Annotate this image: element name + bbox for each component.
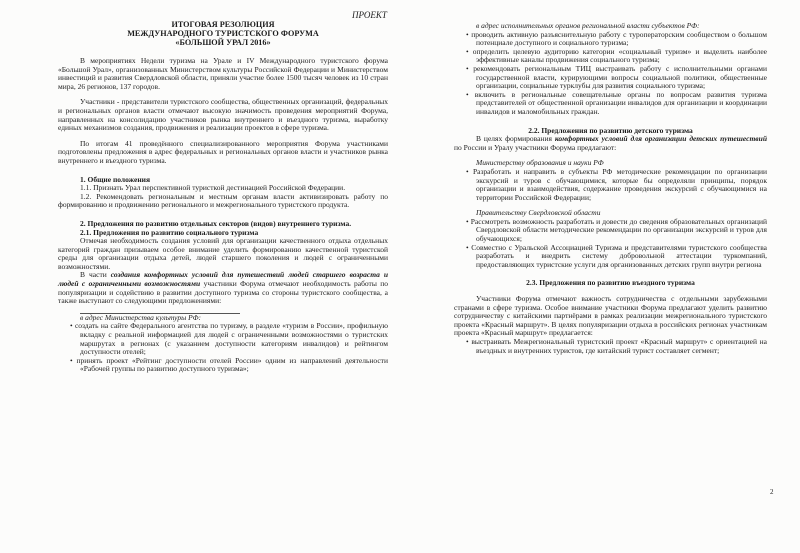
- list-item: • выстраивать Межрегиональный туристский проект «Красный маршрут» с ориентацией на въездных и внутренних туристов, где китайский турист составляет сегмент;: [466, 337, 767, 355]
- title-line-1: ИТОГОВАЯ РЕЗОЛЮЦИЯ: [171, 20, 275, 29]
- list-item: • Рассмотреть возможность разработать и довести до сведения образовательных организаций Свердловской области методические рекомендации по организации экскурсий и туров для обучающихся;: [466, 216, 767, 244]
- section-2-3-heading: 2.3. Предложения по развитию въездного туризма: [526, 278, 695, 288]
- para-emphasis: создания комфортных условий для путешествий людей старшего возраста и людей с ограниченными возможностями: [58, 270, 389, 289]
- list-item: • проводить активную разъяснительную работу с туроператорским сообществом о большом потенциале доступного и социального туризма;: [466, 29, 767, 48]
- section-2-2-heading: 2.2. Предложения по развитию детского туризма: [528, 125, 693, 135]
- title-line-2: МЕЖДУНАРОДНОГО ТУРИСТСКОГО ФОРУМА: [127, 29, 319, 38]
- list-item: • Разработать и направить в субъекты РФ методические рекомендации по организации экскурсий и туров с обучающимися, которые бы определяли принципы, порядок организации и взаимодействия, содержание проведения экскурсий с обучающимися на территории Российской Федерации;: [466, 166, 767, 202]
- resolution-title: [58, 20, 388, 47]
- list-item: • включить в региональные совещательные органы по вопросам развития туризма представителей от общественной организации инвалидов для организации и координации инвалидов и маломобильных граждан.: [466, 89, 767, 116]
- section-1-heading: 1. Общие положения: [80, 174, 151, 184]
- para-tail: участники Форума отмечают необходимость работы по популяризации и содействию в развитии доступного туризма со стороны туристского сообщества, а также выступают со следующими предложениями:: [58, 279, 388, 306]
- para-emphasis: комфортных условий для организации детских путешествий: [554, 134, 767, 144]
- list-item: • создать на сайте Федерального агентства по туризму, в разделе «туризм в России», профильную вкладку с реальной информацией для людей с ограниченными возможностями о туристских маршрутах в регионах (с указанием доступности категориям инвалидов) и рейтингом доступности отелей;: [70, 321, 388, 357]
- para-lead: В части: [80, 270, 111, 280]
- para-tail: по России и Уралу участники Форума предлагают:: [454, 142, 617, 152]
- section-2-2-paragraph: [454, 135, 767, 152]
- section-2-1-heading: 2.1. Предложения по развитию социального туризма: [80, 227, 259, 237]
- right-column: [454, 0, 767, 355]
- item-1-2: 1.2. Рекомендовать региональным и местным органам власти активизировать работу по формированию и продвижению регионального и межрегионального туристского продукта.: [58, 191, 388, 210]
- section-2-3-paragraph: Участники Форума отмечают важность сотрудничества с отдельными зарубежными странами в сфере туризма. Особое внимание участники Форума предлагают уделить развитию сотрудничеству с китайскими партнёрами в рамках реализации межрегионального туристского проекта «Красный маршрут». В целях популяризации отдыха в российских регионах участникам проекта «Красный маршрут» предлагается:: [454, 294, 767, 338]
- intro-paragraph-3: По итогам 41 проведённого специализированного мероприятия Форума участниками подготовлены предложения в адрес федеральных и региональных органов власти и участников рынка внутреннего и въездного туризма.: [58, 138, 388, 165]
- intro-paragraph-1: В мероприятиях Недели туризма на Урале и IV Международного туристского форума «Большой Урал», организованных Министерством культуры Российской Федерации и Министерством инвестиций и развития Свердловской области, приняли участие более 1500 тысяч человек из 10 стран мира, 26 регионов, 137 городов.: [58, 56, 388, 91]
- list-item: • принять проект «Рейтинг доступности отелей России» одним из направлений деятельности «Рабочей группы по развитию доступного туризма»;: [70, 355, 388, 374]
- section-2-heading: 2. Предложения по развитию отдельных секторов (видов) внутреннего туризма.: [80, 218, 352, 228]
- item-1-1: 1.1. Признать Урал перспективной туристкой дестинацией Российской Федерации.: [80, 183, 346, 193]
- intro-paragraph-2: Участники - представители туристского сообщества, общественных организаций, федеральных и региональных органов власти отмечают высокую значимость проведения мероприятий Форума, направленных на консолидацию участников рынка внутреннего и въездного туризма, выработку единых механизмов создания, продвижения и реализации проектов в сфере туризма.: [58, 97, 388, 133]
- section-2-1-paragraph-2: [58, 271, 388, 305]
- address-regional-authorities: в адрес исполнительных органов региональной власти субъектов РФ:: [476, 21, 700, 30]
- list-item: • Совместно с Уральской Ассоциацией Туризма и представителями туристского сообщества разработать и внедрить систему добровольной аттестации туркомпаний, предоставляющих туристские услуги для организованных детских групп внутри региона: [466, 242, 767, 269]
- left-column: [58, 0, 388, 374]
- title-line-3: «БОЛЬШОЙ УРАЛ 2016»: [175, 38, 271, 47]
- address-ministry-education: Министерству образования и науки РФ: [476, 158, 604, 168]
- list-item: • определить целевую аудиторию категории «социальный туризм» и выделить наиболее эффективные каналы продвижения социального туризма;: [466, 46, 767, 65]
- section-2-1-paragraph-1: Отмечая необходимость создания условий для организации качественного отдыха отдельных категорий граждан призываем особое внимание уделить формированию качественной туристской среды для организации отдыха детей, людей старшего поколения и людей с ограниченными возможностями.: [58, 236, 388, 271]
- address-ministry-culture: в адрес Министерства культуры РФ:: [80, 312, 202, 322]
- list-item: • рекомендовать региональным ТИЦ выстраивать работу с исполнительными органами государственной власти, курирующими вопросы социальной политики, общественные организации, социальные турклубы для развития социального туризма;: [466, 63, 767, 91]
- para-lead: В целях формирования: [476, 134, 555, 144]
- page-number: 2: [770, 488, 774, 496]
- draft-stamp: ПРОЕКТ: [352, 10, 387, 20]
- address-sverdlovsk-government: Правительству Свердловской области: [476, 208, 601, 218]
